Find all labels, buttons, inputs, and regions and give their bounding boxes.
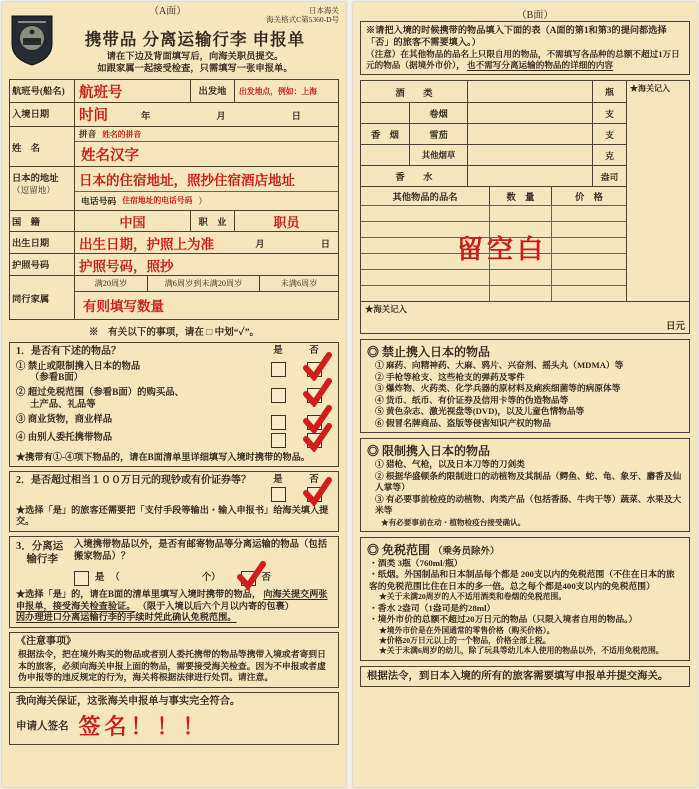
notice-body: 根据法令，把在境外购买的物品或者别人委托携带的物品等携带入境或者寄到日本的旅客，必须向海关申报上面的物品，需要接受海关检查。因为不申报或者虚伪申报等的违反规定的行为，海关将根据法律进行处罚。请注意。	[18, 649, 326, 682]
notice-title: 《注意事项》	[16, 635, 76, 647]
name-field[interactable]	[74, 127, 338, 166]
form-subtitle	[51, 51, 339, 75]
restricted-title: ◎ 限制携入日本的物品	[367, 444, 491, 459]
dutyfree-child-note: ★关于未满6周岁的幼儿，除了玩具等幼儿本人使用的物品以外，不适用免税范围。	[379, 646, 664, 656]
address-annotation: 日本的住宿地址，照抄住宿酒店地址	[79, 173, 295, 189]
name-label: 姓 名	[12, 143, 40, 154]
family-col-over20: 满20周岁	[94, 279, 128, 289]
question1-box	[9, 342, 339, 467]
q1-item-2	[16, 388, 332, 412]
prohibited-item-6: ⑥ 假冒名牌商品、盗版等侵害知识产权的物品	[375, 417, 551, 428]
goods-blank-row[interactable]	[361, 285, 626, 301]
address-field[interactable]	[74, 167, 338, 210]
perfume-unit: 盎司	[592, 166, 626, 186]
page-a-side-label: （A面）	[149, 6, 187, 17]
prohibited-item-2: ② 手枪等枪支、这些枪支的弹药及零件	[375, 371, 525, 382]
alcohol-row	[361, 81, 626, 102]
birthdate-annotation: 出生日期，护照上为准	[79, 236, 214, 252]
flight-row	[10, 80, 338, 102]
q1-item1-line2: （参看B面）	[30, 373, 84, 384]
perfume-row	[361, 165, 626, 186]
tobacco-label: 香 烟	[371, 131, 399, 142]
q1-item2-no-checkbox[interactable]	[307, 388, 322, 403]
family-field[interactable]	[74, 276, 338, 319]
q1-item-3	[16, 415, 332, 430]
perfume-label: 香 水	[395, 173, 433, 184]
address-label-line2: （逗留地）	[12, 185, 55, 196]
prohibited-item-3: ③ 爆炸物、火药类、化学兵器的原材料及痢疾细菌等的病原体等	[375, 383, 621, 394]
dutyfree-title	[367, 541, 683, 558]
intro-note	[366, 49, 684, 71]
qty-header: 数 量	[489, 187, 551, 205]
q3-note-c-underline: 因办理进口分离运输行李的手续时凭此确认免税范围。	[16, 612, 237, 623]
family-col-6to20: 满6周岁到未满20周岁	[147, 276, 259, 291]
unit-year: 年	[141, 111, 151, 122]
q3-paren-open: （	[110, 572, 120, 583]
other-tobacco-row	[361, 144, 626, 165]
customs-total-row	[360, 302, 690, 334]
tobacco-spacer2	[361, 145, 409, 165]
q3-note-b-tail: （限于入境以后六个月以内寄的包裹）	[137, 600, 294, 611]
form-title: 携带品 分离运输行李 申报单	[84, 30, 306, 49]
family-label: 同行家属	[12, 294, 50, 305]
q2-yes-checkbox[interactable]	[271, 487, 286, 502]
passport-label: 护照号码	[12, 261, 50, 272]
phone-paren: ）	[198, 196, 208, 207]
price-header: 价 格	[551, 187, 626, 205]
cigars-field[interactable]	[467, 124, 592, 144]
q1-item1-yes-checkbox[interactable]	[271, 362, 286, 377]
q3-no-label: 否	[261, 572, 271, 583]
question3-box	[9, 536, 339, 628]
family-col-under6: 未满6周岁	[259, 276, 338, 291]
page-a-header	[9, 6, 339, 24]
q1-item2-line1: ② 超过免税范围（参看B面）的购买品、	[16, 388, 184, 399]
q1-item4-yes-checkbox[interactable]	[271, 433, 286, 448]
subtitle-line1: 请在下边及背面填写后，向海关职员提交。	[106, 52, 284, 62]
nationality-annotation: 中国	[119, 214, 146, 230]
signature-box	[9, 692, 339, 744]
phone-annotation: 住宿地址的电话号码	[122, 196, 193, 206]
q1-item4-no-checkbox[interactable]	[307, 433, 322, 448]
birthdate-field[interactable]	[74, 232, 338, 253]
other-tobacco-unit: 克	[592, 145, 626, 165]
restricted-box	[360, 438, 690, 531]
alcohol-field[interactable]	[467, 81, 592, 102]
q1-item1-line1: ① 禁止或限制携入日本的物品	[16, 361, 141, 372]
goods-blank-row[interactable]	[361, 205, 626, 221]
page-b	[353, 2, 697, 787]
passport-field[interactable]	[74, 254, 338, 275]
q1-item4-line1: ④ 由别人委托携带物品	[16, 432, 113, 443]
intro-note-plain: （注意）在其他物品的品名上只限自用的物品，不需填写各品种的总额不超过1万日元的物品（据境外市价），	[366, 48, 680, 71]
unit-day: 日	[291, 111, 301, 122]
alcohol-unit: 瓶	[592, 81, 626, 102]
q2-yes-label: 是	[273, 475, 283, 486]
q3-label-line1: 3．分离运	[16, 540, 64, 552]
other-goods-header	[361, 186, 626, 205]
family-row	[10, 275, 338, 319]
nationality-row	[10, 210, 338, 231]
dutyfree-tobacco: ・纸烟。外国制品和日本制品每个都是 200支以内的免税范围（不住在日本的旅客的免税范围比住在日本的多一倍。总之每个都是400支以内的免税范围）	[369, 569, 675, 591]
customs-bottom-label: ★海关记入	[365, 305, 407, 315]
occupation-label: 职 业	[190, 211, 234, 231]
alcohol-label: 酒 类	[395, 88, 433, 99]
flight-annotation: 航班号	[79, 84, 123, 101]
cigarettes-row	[361, 102, 626, 123]
traveler-info-table	[9, 79, 339, 320]
q2-note: ★选择「是」的旅客还需要把「支付手段等输出・输入申报书」给海关填入提交。	[16, 504, 329, 527]
origin-label: 出发地	[190, 80, 234, 102]
address-label-line1: 日本的地址	[12, 174, 59, 185]
page-a	[2, 2, 346, 787]
japan-customs-badge-icon	[10, 14, 54, 66]
family-annotation: 有则填写数量	[83, 299, 164, 315]
pledge-text: 我向海关保证，这张海关申报单与事实完全符合。	[16, 696, 241, 708]
form-code: 海关格式C第5360-D号	[266, 15, 339, 24]
entry-date-field[interactable]	[74, 103, 338, 126]
q1-item-1	[16, 362, 332, 386]
dutyfree-perfume: ・香水 2盎司（1盎司是约28ml）	[369, 602, 496, 613]
q2-no-checkbox[interactable]	[307, 487, 322, 502]
cigars-row	[361, 123, 626, 144]
prohibited-item-4: ④ 货币、纸币、有价证券及信用卡等的伪造物品等	[375, 394, 569, 405]
q3-yes-label: 是	[95, 572, 105, 583]
question1-title: 1．是否有下述的物品？	[16, 346, 121, 358]
notice-box	[9, 632, 339, 689]
q3-no-checkbox[interactable]	[241, 571, 256, 586]
q1-item2-line2: 土产品、礼品等	[30, 399, 96, 410]
birthdate-label: 出生日期	[12, 239, 50, 250]
page-b-intro-box	[360, 21, 690, 75]
phone-label: 电话号码	[81, 196, 117, 207]
q1-item3-yes-checkbox[interactable]	[271, 415, 286, 430]
q3-label-line2: 输行李	[16, 554, 58, 566]
restricted-item-3: ③ 有必要事前检疫的动植物、肉类产品（包括香肠、牛肉干等）蔬菜、水果及大米等	[375, 493, 682, 516]
q1-item3-no-checkbox[interactable]	[307, 415, 322, 430]
blank-hint-annotation: 留空白	[457, 235, 548, 265]
q3-note-b-underline: 向海关提交两张申报单，接受海关检查验证。	[16, 589, 328, 611]
question2-box	[9, 471, 339, 532]
q1-item2-yes-checkbox[interactable]	[271, 388, 286, 403]
q3-question: 入境携带物品以外，是否有邮寄物品等分离运输的物品（包括搬家物品）？	[74, 539, 328, 562]
intro-note-underline: 也不需写分离运输的物品的详细的内容	[466, 60, 614, 71]
entry-date-annotation: 时间	[79, 108, 108, 125]
q3-counter: 个）	[201, 572, 221, 583]
tick-instruction: ※ 有关以下的事项，请在 □ 中划“✓”。	[88, 327, 260, 339]
address-row	[10, 166, 338, 210]
customs-use-column: ★海关记入	[630, 84, 670, 94]
agency-name: 日本海关	[309, 6, 339, 15]
signature-label: 申请人签名	[16, 721, 69, 733]
currency-label: 日元	[665, 322, 685, 333]
prohibited-item-1: ① 麻药、向精神药、大麻、鸦片、兴奋剂、摇头丸（MDMA）等	[375, 360, 624, 371]
page-b-footer: 根据法令，到日本入境的所有的旅客需要填写申报单并提交海关。	[360, 666, 690, 688]
q1-item1-no-checkbox[interactable]	[307, 362, 322, 377]
dutyfree-price-note2: ★价格20万日元以上的一个物品，价格全部上税。	[379, 636, 551, 646]
question1-header	[16, 346, 332, 359]
yes-header: 是	[273, 346, 283, 357]
address-label	[10, 167, 74, 210]
flight-label: 航班号(船名)	[12, 87, 65, 98]
pinyin-label: 拼音	[79, 129, 97, 140]
page-b-side-label: （B面）	[516, 10, 554, 21]
cigars-label: 雪茄	[409, 124, 467, 144]
cigars-unit: 支	[592, 124, 626, 144]
q3-yes-checkbox[interactable]	[74, 571, 89, 586]
flight-field[interactable]	[74, 80, 190, 102]
dutyfree-tobacco-note: ★关于未满20周岁的人不适用酒类和卷烟的免税范围。	[379, 592, 567, 602]
origin-annotation: 出发地点，例如：上海	[239, 86, 317, 96]
nationality-field[interactable]	[74, 211, 190, 231]
other-tobacco-label: 其他烟草	[409, 145, 467, 165]
no-header: 否	[309, 346, 319, 357]
dutyfree-title-text: ◎ 免税范围	[367, 542, 431, 557]
q1-item-4	[16, 433, 332, 448]
birthdate-row	[10, 231, 338, 253]
q2-no-label: 否	[309, 475, 319, 486]
dutyfree-price-note1: ★境外市价是在外国通常的零售价格（购买价格）。	[379, 625, 555, 635]
occupation-field[interactable]	[234, 211, 338, 231]
other-tobacco-field[interactable]	[467, 145, 592, 165]
dutyfree-alcohol: ・酒类 3瓶（760ml/瓶）	[369, 557, 463, 568]
question2-title: 2．是否超过相当１００万日元的现钞或有价证券等？	[16, 475, 251, 487]
birth-unit-day: 日	[320, 239, 330, 250]
name-annotation: 姓名汉字	[81, 148, 139, 165]
passport-annotation: 护照号码，照抄	[79, 258, 174, 274]
passport-row	[10, 253, 338, 275]
birth-unit-month: 月	[255, 239, 265, 250]
goods-table	[360, 80, 690, 302]
q3-note-a: ★选择「是」的，请在B面的清单里填写入境时携带的物品，	[16, 589, 262, 600]
q3-note	[16, 589, 332, 624]
name-row	[10, 126, 338, 166]
entry-date-row	[10, 102, 338, 126]
q3-answer-row	[74, 571, 332, 586]
restricted-item-2: ② 根据华盛顿条约限制进口的动植物及其制品（鳄鱼、蛇、龟、象牙、麝香及仙人掌等）	[375, 470, 682, 493]
signature-annotation: 签名！！！	[78, 714, 209, 740]
entry-date-label: 入境日期	[12, 110, 50, 121]
restricted-note: ★有必要事前在动・植物检疫台接受确认。	[381, 517, 526, 527]
origin-field[interactable]	[234, 80, 338, 102]
intro-text: ※请把入境的时候携带的物品填入下面的表（A面的第1和第3的提问都选择「否」的旅客不需要填入。）	[366, 25, 667, 47]
subtitle-line2: 如跟家属一起接受检查，只需填写一张申报单。	[97, 64, 293, 75]
prohibited-box	[360, 339, 690, 433]
tobacco-label-spacer	[361, 103, 409, 123]
goods-blank-row[interactable]	[361, 269, 626, 285]
prohibited-title: ◎ 禁止携入日本的物品	[367, 345, 491, 360]
cigarettes-unit: 支	[592, 103, 626, 123]
nationality-label: 国 籍	[12, 218, 40, 229]
perfume-field[interactable]	[467, 166, 592, 186]
prohibited-item-5: ⑤ 黄色杂志、激光视盘等(DVD)，以及儿童色情物品等	[375, 406, 585, 417]
q1-item3-line1: ③ 商业货物，商业样品	[16, 414, 113, 425]
dutyfree-title-suffix: （乘务员除外）	[433, 546, 500, 557]
dutyfree-box	[360, 537, 690, 661]
restricted-item-1: ① 猎枪、气枪，以及日本刀等的刀剑类	[375, 459, 525, 470]
cigarettes-field[interactable]	[467, 103, 592, 123]
unit-month: 月	[216, 111, 226, 122]
cigarettes-label: 卷烟	[409, 103, 467, 123]
other-name-header: 其他物品的品名	[392, 193, 458, 204]
dutyfree-total: ・境外市价的总额不超过20万日元的物品（只限入境者自用的物品。）	[369, 614, 638, 625]
q1-note: ★携带有①-④项下物品的，请在B面清单里详细填写入境时携带的物品。	[16, 451, 310, 462]
occupation-annotation: 职员	[273, 214, 300, 230]
pinyin-annotation: 姓名的拼音	[102, 129, 142, 139]
q3-label	[16, 540, 74, 566]
